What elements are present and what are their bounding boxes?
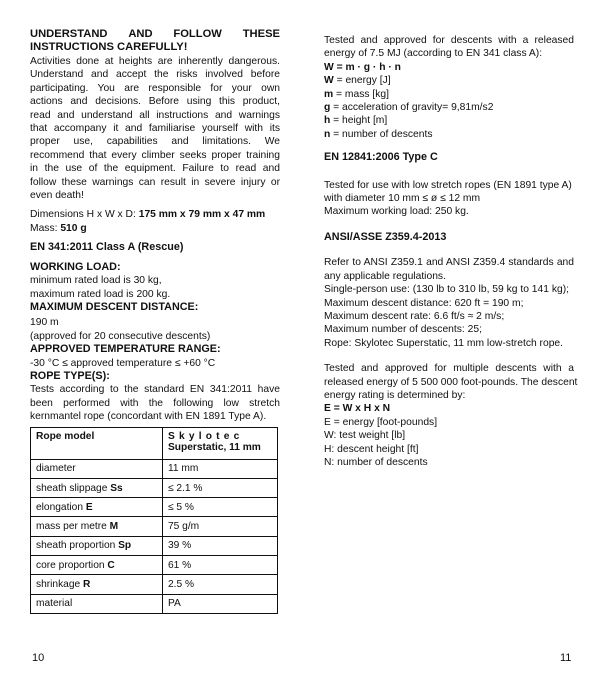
en12841-line-3: Maximum working load: 250 kg. [324,206,469,218]
table-header-rope: Skylotec Superstatic, 11 mm [163,427,278,459]
temperature-range: -30 °C ≤ approved temperature ≤ +60 °C [30,357,216,369]
definition-e: E = energy [foot-pounds] [324,416,438,428]
max-descent-heading: MAXIMUM DESCENT DISTANCE: [30,300,199,313]
definition-test-weight: W: test weight [lb] [324,430,406,442]
en12841-heading: EN 12841:2006 Type C [324,151,438,164]
mass: Mass: 510 g [30,222,87,234]
temperature-heading: APPROVED TEMPERATURE RANGE: [30,343,221,356]
rope-specs-table [30,427,278,614]
definition-descent-height: H: descent height [ft] [324,443,419,455]
warning-paragraph: Activities done at heights are inherently dangerous. Understand and accept the risks involved before participating. You are responsible for your own actions and decisions. Before using this product, read and understand all instructions and warnings that accompany it and familiarise yourself with its proper use, capabilities and limitations. We recommend that every climber seeks proper training in the use of the equipment. Failure to read and follow these warnings can result in severe injury or even death! [30,56,280,202]
intro-line-2: energy of 7.5 MJ (according to EN 341 class A): [324,48,543,60]
energy-formula: W = m · g · h · n [324,61,401,73]
table-row: mass per metre M 75 g/m [31,517,278,536]
table-row: sheath proportion Sp 39 % [31,536,278,555]
standard-heading: EN 341:2011 Class A (Rescue) [30,241,184,254]
rope-text-1: Tests according to the standard EN 341:2011 have [30,384,280,396]
table-header-model: Rope model [31,427,163,459]
page-number-left: 10 [32,652,45,664]
rope-text-2: been performed with the following low stretch [30,397,280,409]
definition-m: m = mass [kg] [324,88,389,100]
en12841-line-2: with diameter 10 mm ≤ ø ≤ 12 mm [324,193,481,205]
rope-type-heading: ROPE TYPE(S): [30,369,110,382]
definition-h: h = height [m] [324,115,388,127]
definition-descents: N: number of descents [324,456,428,468]
heading-line-1: UNDERSTAND AND FOLLOW THESE [30,28,280,40]
heading-line-2: INSTRUCTIONS CAREFULLY! [30,41,188,53]
table-row: elongation E ≤ 5 % [31,498,278,517]
table-header-row [31,427,278,459]
working-load-min: minimum rated load is 30 kg, [30,275,162,287]
dimensions: Dimensions H x W x D: 175 mm x 79 mm x 47 mm [30,209,266,221]
rope-text-3: kernmantel rope (concordant with EN 1891 Type A). [30,411,267,423]
table-row: sheath slippage Ss ≤ 2.1 % [31,478,278,497]
table-row: material PA [31,594,278,613]
table-row: core proportion C 61 % [31,556,278,575]
intro-line-1: Tested and approved for descents with a released [324,35,574,46]
multi-descent-paragraph: Tested and approved for multiple descents with a released energy of 5 500 000 foot-pounds. The descent energy rating is determined by: [324,363,578,401]
definition-w: W = energy [J] [324,75,391,87]
working-load-max: maximum rated load is 200 kg. [30,288,171,300]
ansi-paragraph: Refer to ANSI Z359.1 and ANSI Z359.4 standards and any applicable regulations. Single-person use: (130 lb to 310 lb, 59 kg to 141 kg); Maximum descent distance: 620 ft = 190 m; Maximum descent rate: 6.6 ft/s ≈ 2 m/s; Maximum number of descents: 25; Rope: Skylotec Superstatic, 11 mm low-stretch rope. [324,257,574,349]
max-descent-value: 190 m [30,317,59,329]
en12841-line-1: Tested for use with low stretch ropes (EN 1891 type A) [324,179,572,191]
descent-energy-formula: E = W x H x N [324,403,391,415]
page-number-right: 11 [560,652,572,664]
table-row: diameter 11 mm [31,459,278,478]
definition-g: g = acceleration of gravity= 9,81m/s2 [324,102,494,114]
max-descent-note: (approved for 20 consecutive descents) [30,330,211,342]
working-load-heading: WORKING LOAD: [30,260,121,273]
definition-n: n = number of descents [324,128,433,140]
ansi-heading: ANSI/ASSE Z359.4-2013 [324,230,447,243]
table-row: shrinkage R 2.5 % [31,575,278,594]
